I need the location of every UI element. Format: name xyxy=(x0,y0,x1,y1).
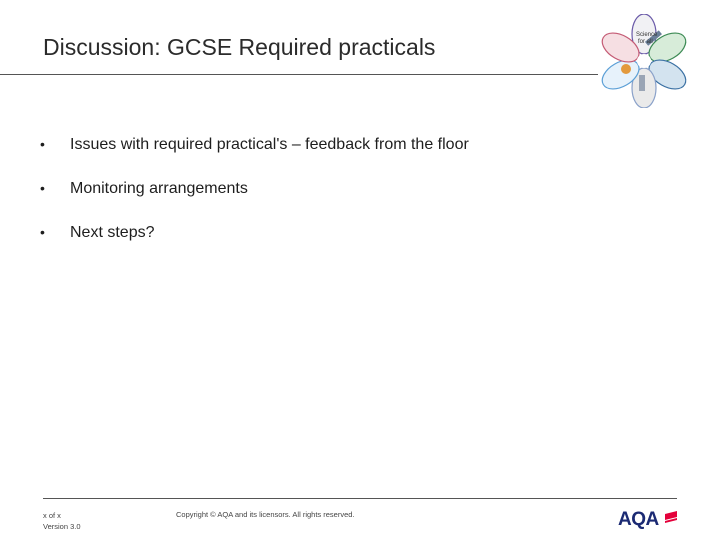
bullet-icon: • xyxy=(40,136,45,152)
footer-page-info xyxy=(43,510,81,532)
bullet-icon: • xyxy=(40,180,45,196)
copyright-notice: Copyright © AQA and its licensors. All rights reserved. xyxy=(176,510,355,519)
aqa-logo xyxy=(618,508,680,532)
science-for-all-logo xyxy=(596,14,692,108)
slide-title: Discussion: GCSE Required practicals xyxy=(43,34,436,60)
bullet-text: Issues with required practical's – feedback from the floor xyxy=(70,136,469,153)
svg-text:for all: for all xyxy=(638,39,653,45)
page-number: x of x xyxy=(43,511,61,520)
bullet-text: Next steps? xyxy=(70,224,155,241)
version-label: Version 3.0 xyxy=(43,522,81,531)
svg-text:Science: Science xyxy=(636,32,658,38)
footer-divider xyxy=(43,498,677,499)
bullet-text: Monitoring arrangements xyxy=(70,180,248,197)
aqa-logo-text: AQA xyxy=(618,509,659,530)
aqa-flag-icon xyxy=(664,511,678,525)
bullet-icon: • xyxy=(40,224,45,240)
title-divider xyxy=(0,74,598,75)
